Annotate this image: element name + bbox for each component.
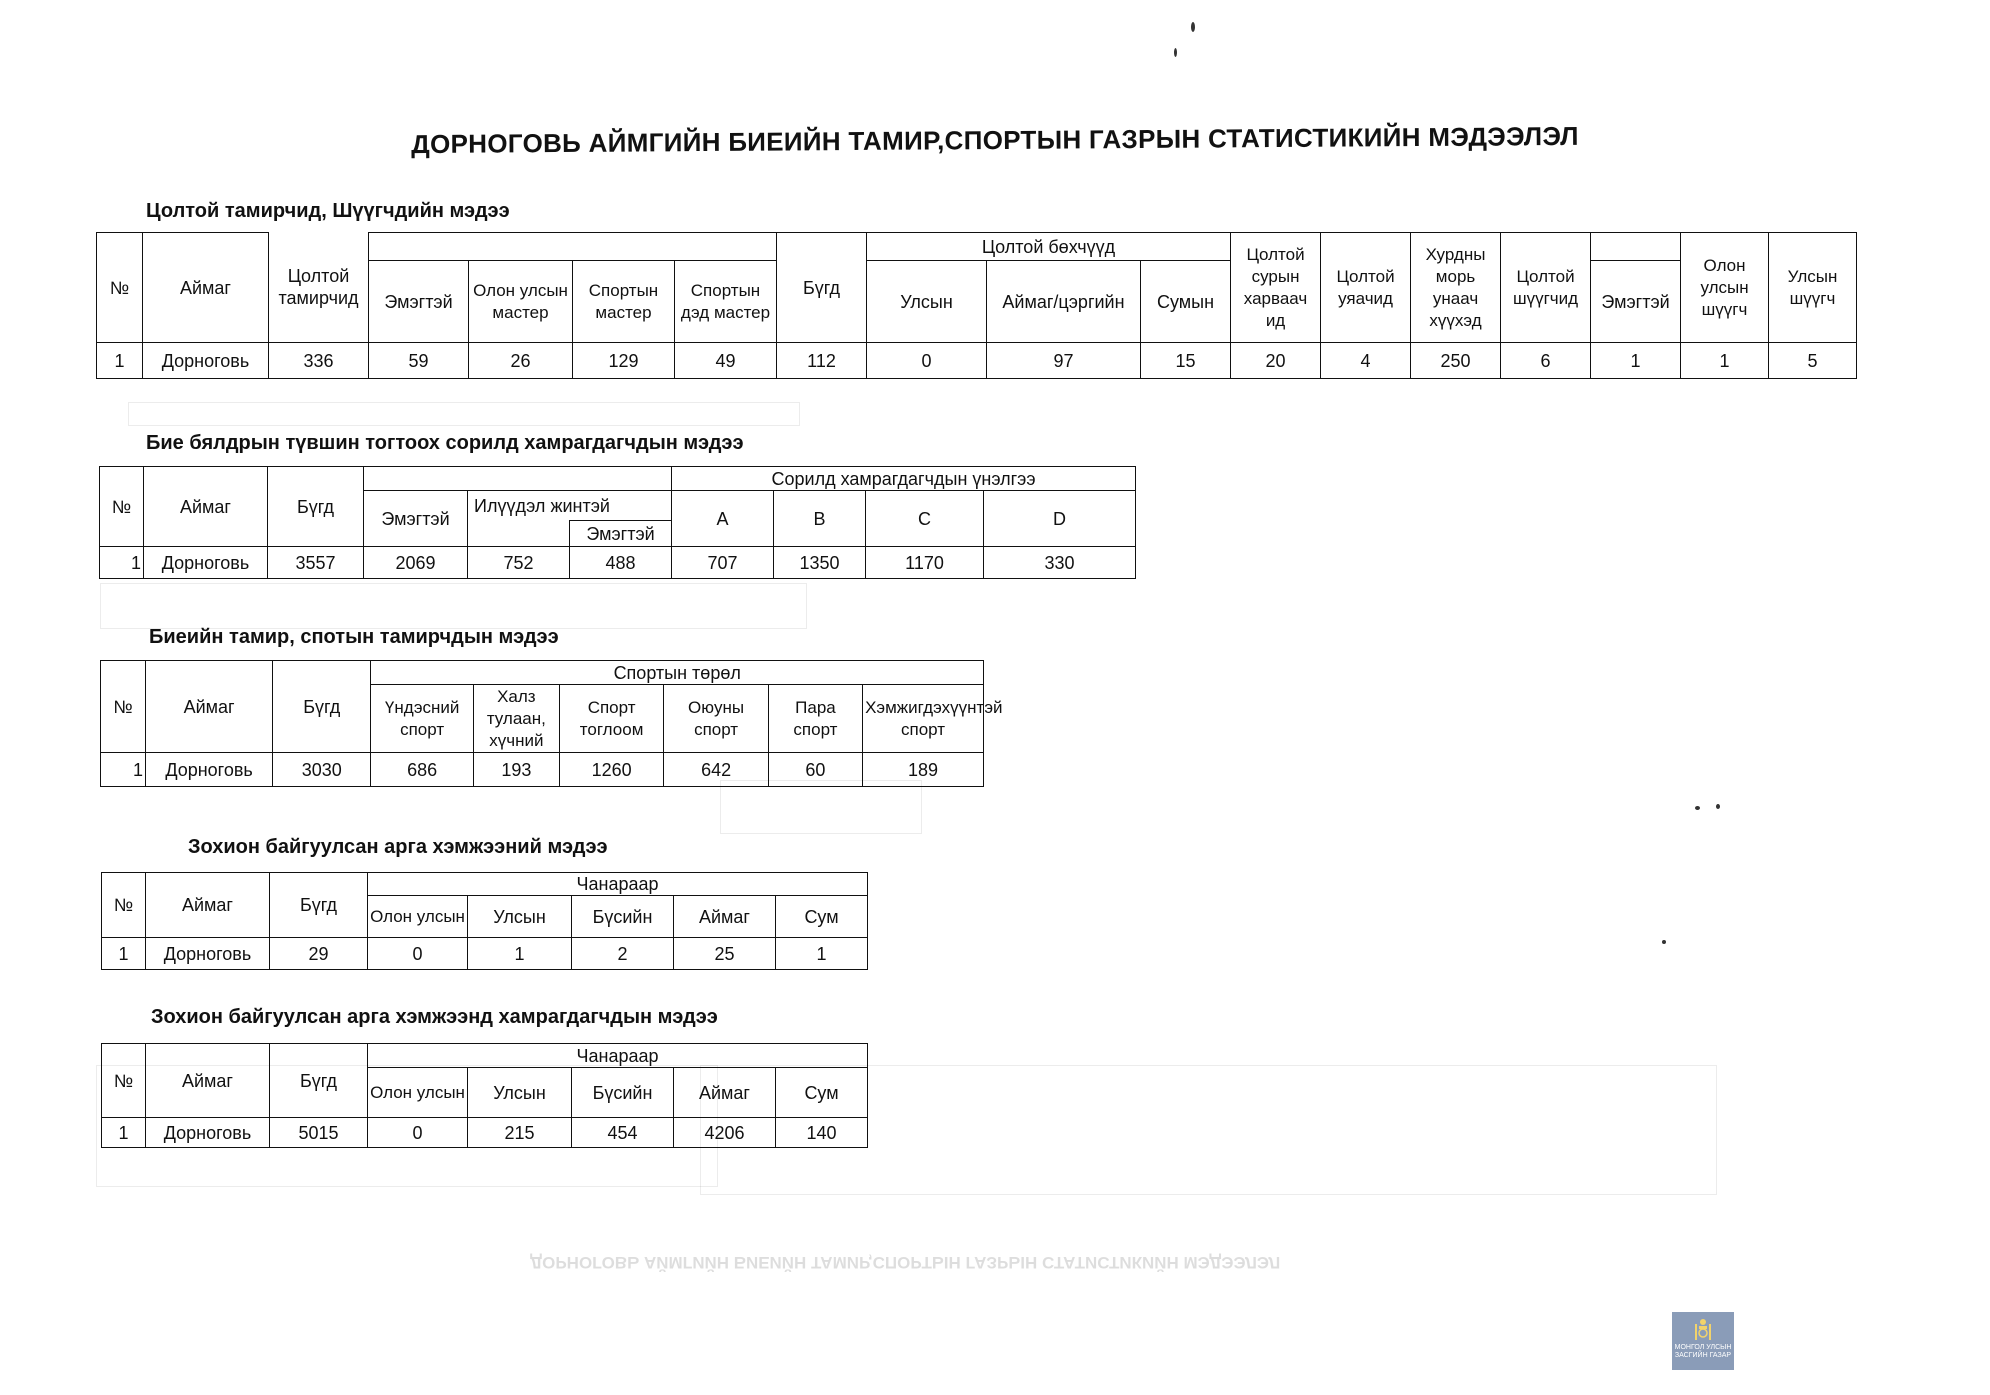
cell-aimag: Дорноговь: [146, 1118, 270, 1148]
header-jockeys: Хурдны морь унаач хүүхэд: [1411, 233, 1501, 343]
header-measured-sport: Хэмжигдэхүүнтэй спорт: [863, 685, 984, 753]
header-national: Улсын: [468, 1068, 572, 1118]
cell-combat-strength: 193: [473, 753, 559, 787]
cell-international: 0: [368, 938, 468, 970]
header-assessment-group: Сорилд хамрагдагчдын үнэлгээ: [672, 467, 1136, 491]
scan-speck: [1662, 940, 1666, 944]
cell-horse-trainers: 4: [1321, 343, 1411, 379]
cell-aimag: Дорноговь: [144, 547, 268, 579]
header-horse-trainers: Цолтой уяачид: [1321, 233, 1411, 343]
cell-total: 29: [270, 938, 368, 970]
header-blank-group: [1591, 233, 1681, 261]
cell-national-sport: 686: [371, 753, 473, 787]
header-grade-c: C: [866, 491, 984, 547]
bleed-through-grid: [720, 780, 922, 834]
bleed-through-grid: [128, 402, 800, 426]
header-sum-level: Сум: [776, 1068, 868, 1118]
table-sport-athletes: [100, 660, 1003, 787]
header-no: №: [100, 467, 144, 547]
section4-title: Зохион байгуулсан арга хэмжээний мэдээ: [188, 836, 608, 858]
cell-female: 2069: [364, 547, 468, 579]
header-female: Эмэгтэй: [364, 491, 468, 547]
header-sum: Сумын: [1141, 261, 1231, 343]
cell-national: 0: [867, 343, 987, 379]
header-sum-level: Сум: [776, 896, 868, 938]
cell-no: 1: [100, 547, 144, 579]
document-title: ДОРНОГОВЬ АЙМГИЙН БИЕИЙН ТАМИР,СПОРТЫН ГАЗРЫН СТАТИСТИКИЙН МЭДЭЭЛЭЛ: [411, 120, 1579, 160]
cell-national-referee: 5: [1769, 343, 1857, 379]
scan-speck: [1695, 806, 1700, 810]
header-referee-female: Эмэгтэй: [1591, 261, 1681, 343]
section1-title: Цолтой тамирчид, Шүүгчдийн мэдээ: [146, 200, 510, 222]
cell-total: 3030: [273, 753, 371, 787]
header-national-sport: Үндэсний спорт: [371, 685, 473, 753]
header-aimag: Аймаг: [143, 233, 269, 343]
header-national: Улсын: [867, 261, 987, 343]
cell-jockeys: 250: [1411, 343, 1501, 379]
cell-international: 0: [368, 1118, 468, 1148]
cell-sport-master: 129: [573, 343, 675, 379]
scan-speck: [1716, 804, 1720, 809]
cell-overweight-female: 488: [570, 547, 672, 579]
cell-female: 59: [369, 343, 469, 379]
cell-national: 215: [468, 1118, 572, 1148]
header-combat-strength: Халз тулаан, хүчний: [473, 685, 559, 753]
header-titled-athletes: Цолтой тамирчид: [269, 233, 369, 343]
section2-title: Бие бялдрын түвшин тогтоох сорилд хамрагдагчдын мэдээ: [146, 432, 744, 454]
cell-total: 3557: [268, 547, 364, 579]
header-aimag: Аймаг: [144, 467, 268, 547]
cell-sport-games: 1260: [559, 753, 663, 787]
cell-aimag: Дорноговь: [143, 343, 269, 379]
cell-para-sport: 60: [768, 753, 862, 787]
header-national: Улсын: [468, 896, 572, 938]
header-intl-referee: Олон улсын шүүгч: [1681, 233, 1769, 343]
header-overweight-female: Эмэгтэй: [570, 521, 672, 547]
header-international: Олон улсын: [368, 1068, 468, 1118]
cell-sum: 15: [1141, 343, 1231, 379]
header-regional: Бүсийн: [572, 1068, 674, 1118]
header-wrestlers-group: Цолтой бөхчүүд: [867, 233, 1231, 261]
cell-national: 1: [468, 938, 572, 970]
cell-grade-d: 330: [984, 547, 1136, 579]
header-no: №: [97, 233, 143, 343]
cell-regional: 454: [572, 1118, 674, 1148]
header-archers: Цолтой сурын харваач ид: [1231, 233, 1321, 343]
header-grade-d: D: [984, 491, 1136, 547]
header-aimag-level: Аймаг: [674, 1068, 776, 1118]
table-athletes-referees: [96, 232, 1857, 379]
header-blank-group: [369, 233, 777, 261]
header-regional: Бүсийн: [572, 896, 674, 938]
scan-speck: [1174, 48, 1177, 57]
header-total: Бүгд: [270, 873, 368, 938]
cell-aimag-army: 97: [987, 343, 1141, 379]
seal-line-1: МОНГОЛ УЛСЫН: [1674, 1344, 1732, 1351]
header-international: Олон улсын: [368, 896, 468, 938]
table-event-participants: [101, 1043, 868, 1148]
header-mind-sport: Оюуны спорт: [664, 685, 768, 753]
cell-mind-sport: 642: [664, 753, 768, 787]
cell-aimag-level: 4206: [674, 1118, 776, 1148]
header-blank-group: [364, 467, 672, 491]
cell-sport-candidate-master: 49: [675, 343, 777, 379]
section3-title: Биеийн тамир, спотын тамирчдын мэдээ: [149, 626, 559, 648]
header-intl-master: Олон улсын мастер: [469, 261, 573, 343]
header-aimag: Аймаг: [146, 1044, 270, 1118]
cell-overweight: 752: [468, 547, 570, 579]
cell-grade-c: 1170: [866, 547, 984, 579]
table-fitness-test: [99, 466, 1136, 579]
header-aimag: Аймаг: [146, 661, 273, 753]
cell-aimag: Дорноговь: [146, 753, 273, 787]
header-sport-games: Спорт тоглоом: [559, 685, 663, 753]
cell-no: 1: [101, 753, 146, 787]
header-no: №: [102, 1044, 146, 1118]
cell-grade-a: 707: [672, 547, 774, 579]
bleed-through-grid: [100, 583, 807, 629]
cell-sum-level: 140: [776, 1118, 868, 1148]
cell-sum-level: 1: [776, 938, 868, 970]
cell-aimag-level: 25: [674, 938, 776, 970]
header-overweight-spacer: [468, 521, 570, 547]
table-events: [101, 872, 868, 970]
cell-grade-b: 1350: [774, 547, 866, 579]
cell-intl-master: 26: [469, 343, 573, 379]
header-sport-master: Спортын мастер: [573, 261, 675, 343]
cell-no: 1: [97, 343, 143, 379]
section5-title: Зохион байгуулсан арга хэмжээнд хамрагдагчдын мэдээ: [151, 1006, 718, 1028]
header-aimag-level: Аймаг: [674, 896, 776, 938]
cell-referees: 6: [1501, 343, 1591, 379]
header-total: Бүгд: [270, 1044, 368, 1118]
header-overweight: Илүүдэл жинтэй: [468, 491, 672, 521]
cell-titled-athletes: 336: [269, 343, 369, 379]
header-no: №: [101, 661, 146, 753]
header-level-group: Чанараар: [368, 1044, 868, 1068]
cell-intl-referee: 1: [1681, 343, 1769, 379]
header-aimag: Аймаг: [146, 873, 270, 938]
cell-total: 112: [777, 343, 867, 379]
header-grade-b: B: [774, 491, 866, 547]
header-female: Эмэгтэй: [369, 261, 469, 343]
header-no: №: [102, 873, 146, 938]
scan-speck: [1191, 22, 1195, 32]
seal-line-2: ЗАСГИЙН ГАЗАР: [1674, 1352, 1732, 1359]
cell-regional: 2: [572, 938, 674, 970]
header-total: Бүгд: [777, 233, 867, 343]
government-seal: [1672, 1312, 1734, 1370]
cell-no: 1: [102, 1118, 146, 1148]
soyombo-emblem-icon: [1690, 1316, 1716, 1342]
header-grade-a: A: [672, 491, 774, 547]
header-aimag-army: Аймаг/цэргийн: [987, 261, 1141, 343]
header-referees: Цолтой шүүгчид: [1501, 233, 1591, 343]
cell-referee-female: 1: [1591, 343, 1681, 379]
header-sport-type-group: Спортын төрөл: [371, 661, 984, 685]
header-para-sport: Пара спорт: [768, 685, 862, 753]
cell-archers: 20: [1231, 343, 1321, 379]
cell-no: 1: [102, 938, 146, 970]
cell-total: 5015: [270, 1118, 368, 1148]
header-level-group: Чанараар: [368, 873, 868, 896]
header-sport-candidate-master: Спортын дэд мастер: [675, 261, 777, 343]
header-total: Бүгд: [268, 467, 364, 547]
header-total: Бүгд: [273, 661, 371, 753]
cell-aimag: Дорноговь: [146, 938, 270, 970]
bleed-through-mirrored-title: ДОРНОГОВЬ АЙМГИЙН БИЕИЙН ТАМИР,СПОРТЫН ГАЗРЫН СТАТИСТИКИЙН МЭДЭЭЛЭЛ: [530, 1253, 1281, 1272]
header-national-referee: Улсын шүүгч: [1769, 233, 1857, 343]
cell-measured-sport: 189: [863, 753, 984, 787]
